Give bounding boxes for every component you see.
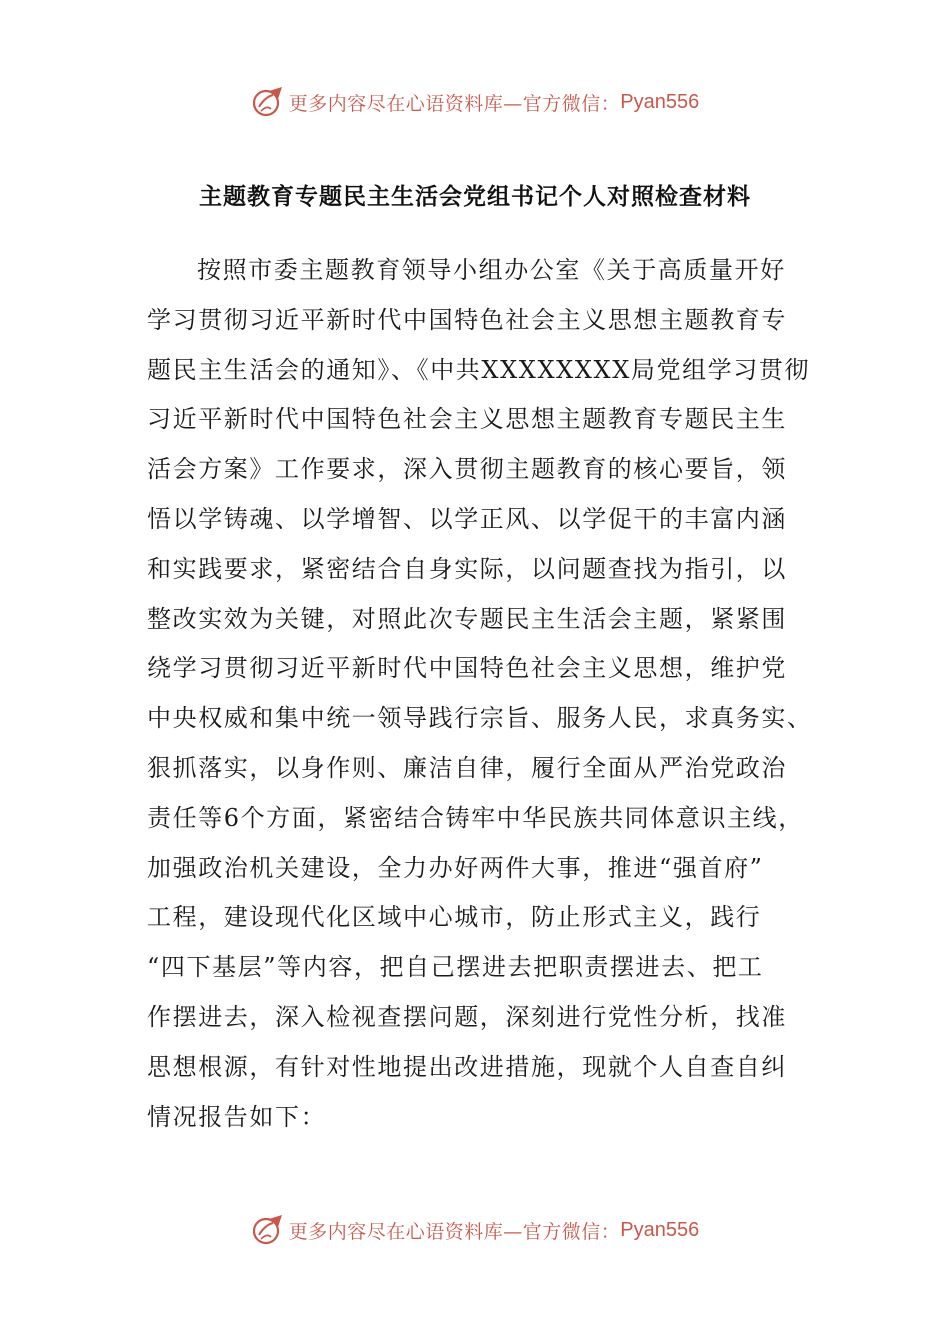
watermark-wechat-handle: Pyan556 — [620, 90, 700, 113]
body-line: 习近平新时代中国特色社会主义思想主题教育专题民主生 — [147, 405, 787, 434]
body-line: 题民主生活会的通知》、《中共XXXXXXXX局党组学习贯彻 — [147, 355, 811, 384]
pen-seal-logo-icon — [251, 85, 285, 119]
body-line: 学习贯彻习近平新时代中国特色社会主义思想主题教育专 — [147, 305, 787, 334]
body-line: “四下基层”等内容，把自己摆进去把职责摆进去、把工 — [147, 953, 764, 982]
body-line: 中央权威和集中统一领导践行宗旨、服务人民，求真务实、 — [147, 704, 813, 733]
body-line: 和实践要求，紧密结合自身实际，以问题查找为指引，以 — [147, 554, 787, 583]
watermark-banner-top — [0, 82, 950, 122]
document-body — [147, 246, 813, 1142]
body-line: 作摆进去，深入检视查摆问题，深刻进行党性分析，找准 — [147, 1002, 787, 1031]
watermark-text: 更多内容尽在心语资料库—官方微信： — [288, 1220, 621, 1243]
body-line: 整改实效为关键，对照此次专题民主生活会主题，紧紧围 — [147, 604, 787, 633]
pen-seal-logo-icon — [251, 1213, 285, 1247]
body-line: 按照市委主题教育领导小组办公室《关于高质量开好 — [197, 256, 786, 284]
body-line: 责任等6个方面，紧密结合铸牢中华民族共同体意识主线， — [147, 803, 804, 832]
body-line: 绕学习贯彻习近平新时代中国特色社会主义思想，维护党 — [147, 654, 787, 683]
body-line: 悟以学铸魂、以学增智、以学正风、以学促干的丰富内涵 — [147, 504, 787, 533]
body-line: 加强政治机关建设，全力办好两件大事，推进“强首府” — [147, 853, 764, 882]
watermark-text: 更多内容尽在心语资料库—官方微信： — [288, 92, 621, 115]
document-title: 主题教育专题民主生活会党组书记个人对照检查材料 — [199, 184, 751, 210]
body-line: 狠抓落实，以身作则、廉洁自律，履行全面从严治党政治 — [147, 753, 787, 782]
watermark-wechat-handle: Pyan556 — [620, 1218, 700, 1241]
watermark-banner-bottom — [0, 1210, 950, 1250]
body-line: 思想根源，有针对性地提出改进措施，现就个人自查自纠 — [147, 1052, 787, 1081]
body-line: 活会方案》工作要求，深入贯彻主题教育的核心要旨，领 — [147, 455, 787, 484]
body-line: 情况报告如下： — [147, 1102, 327, 1131]
body-line: 工程，建设现代化区域中心城市，防止形式主义，践行 — [147, 903, 762, 932]
